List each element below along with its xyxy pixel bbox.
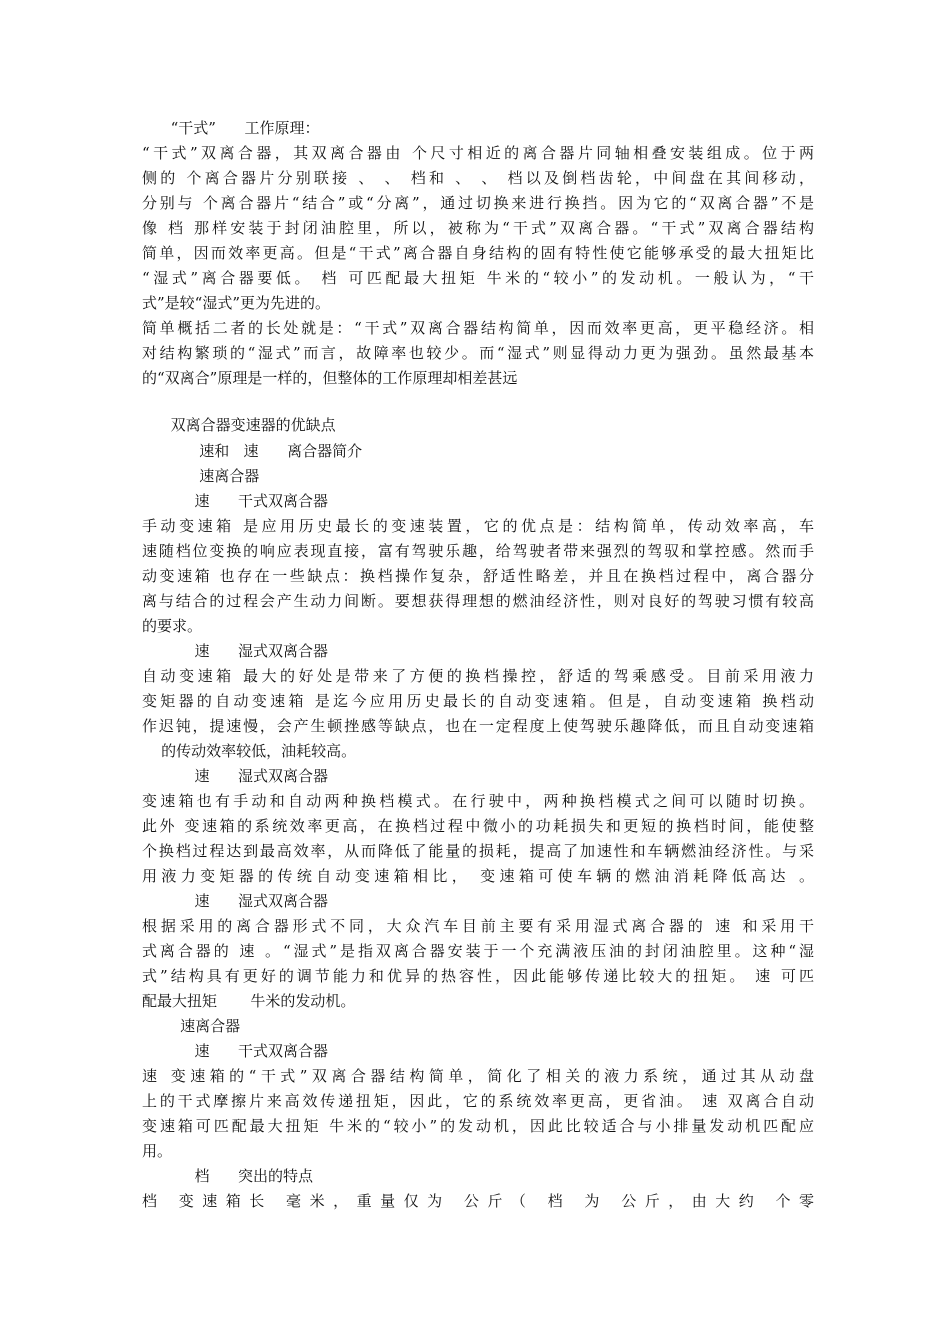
text-line: 此外 变速箱的系统效率更高，在换档过程中微小的功耗损失和更短的换档时间，能使整 [142,817,814,835]
section-heading: 速和 速 离合器简介 [142,442,363,460]
section-heading: 档 突出的特点 [142,1167,314,1185]
text-line: 简单概括二者的长处就是：“干式”双离合器结构简单，因而效率更高，更平稳经济。相 [142,319,814,337]
text-line: “干式”双离合器，其双离合器由 个尺寸相近的离合器片同轴相叠安装组成。位于两 [142,144,814,162]
text-line: 作迟钝，提速慢，会产生顿挫感等缺点，也在一定程度上使驾驶乐趣降低，而且自动变速箱 [142,717,814,735]
text-line: 动变速箱 也存在一些缺点：换档操作复杂，舒适性略差，并且在换档过程中，离合器分 [142,567,814,585]
text-line: 对结构繁琐的“湿式”而言，故障率也较少。而“湿式”则显得动力更为强劲。虽然最基本 [142,344,814,362]
text-line: 简单，因而效率更高。但是“干式”离合器自身结构的固有特性使它能够承受的最大扭矩比 [142,244,814,262]
text-line: 式”是较“湿式”更为先进的。 [142,294,331,312]
section-heading: 速 湿式双离合器 [142,642,329,660]
section-heading: 速 湿式双离合器 [142,892,329,910]
text-line: 速随档位变换的响应表现直接，富有驾驶乐趣，给驾驶者带来强烈的驾驭和掌控感。然而手 [142,542,814,560]
text-line: 变速箱可匹配最大扭矩 牛米的“较小”的发动机，因此比较适合与小排量发动机匹配应 [142,1117,814,1135]
text-line: 上的干式摩擦片来高效传递扭矩，因此，它的系统效率更高，更省油。 速 双离合自动 [142,1092,814,1110]
text-line: 配最大扭矩 牛米的发动机。 [142,992,356,1010]
text-line: 侧的 个离合器片分别联接 、 、 档和 、 、 档以及倒档齿轮，中间盘在其间移动， [142,169,814,187]
text-line: 式离合器的 速 。“湿式”是指双离合器安装于一个充满液压油的封闭油腔里。这种“湿 [142,942,814,960]
text-line: 分别与 个离合器片“结合”或“分离”，通过切换来进行换挡。因为它的“双离合器”不是 [142,194,814,212]
text-line: 个换档过程达到最高效率，从而降低了能量的损耗，提高了加速性和车辆燃油经济性。与采 [142,842,814,860]
section-heading: 速 干式双离合器 [142,492,329,510]
text-line: 变矩器的自动变速箱 是迄今应用历史最长的自动变速箱。但是，自动变速箱 换档动 [142,692,814,710]
text-line: 的传动效率较低，油耗较高。 [142,742,357,760]
section-heading: 速 干式双离合器 [142,1042,329,1060]
section-heading: 速离合器 [142,1017,241,1035]
section-heading: 速 湿式双离合器 [142,767,329,785]
text-line: 像 档 那样安装于封闭油腔里，所以，被称为“干式”双离合器。“干式”双离合器结构 [142,219,814,237]
section-heading: 双离合器变速器的优缺点 [142,416,336,434]
text-line: 的“双离合”原理是一样的，但整体的工作原理却相差甚远 [142,369,518,387]
section-heading: 速离合器 [142,467,260,485]
text-line: 式”结构具有更好的调节能力和优异的热容性，因此能够传递比较大的扭矩。 速 可匹 [142,967,814,985]
text-line [142,392,814,416]
text-line: 变速箱也有手动和自动两种换档模式。在行驶中，两种换档模式之间可以随时切换。 [142,792,814,810]
text-line: “干式” 工作原理： [142,119,320,137]
text-line: 的要求。 [142,617,203,635]
text-line: 用液力变矩器的传统自动变速箱相比， 变速箱可使车辆的燃油消耗降低高达 。 [142,867,814,885]
text-line: 根据采用的离合器形式不同，大众汽车目前主要有采用湿式离合器的 速 和采用干 [142,917,814,935]
text-line: 速 变速箱的“干式”双离合器结构简单，简化了相关的液力系统，通过其从动盘 [142,1067,814,1085]
text-line: “湿式”离合器要低。 档 可匹配最大扭矩 牛米的“较小”的发动机。一般认为，“干 [142,269,814,287]
text-line: 手动变速箱 是应用历史最长的变速装置，它的优点是：结构简单，传动效率高，车 [142,517,814,535]
text-line: 自动变速箱 最大的好处是带来了方便的换档操控，舒适的驾乘感受。目前采用液力 [142,667,814,685]
text-line: 用。 [142,1142,173,1160]
text-line: 档 变速箱长 毫米，重量仅为 公斤（ 档 为 公斤，由大约 个零 [142,1192,814,1210]
text-line: 离与结合的过程会产生动力间断。要想获得理想的燃油经济性，则对良好的驾驶习惯有较高 [142,592,814,610]
